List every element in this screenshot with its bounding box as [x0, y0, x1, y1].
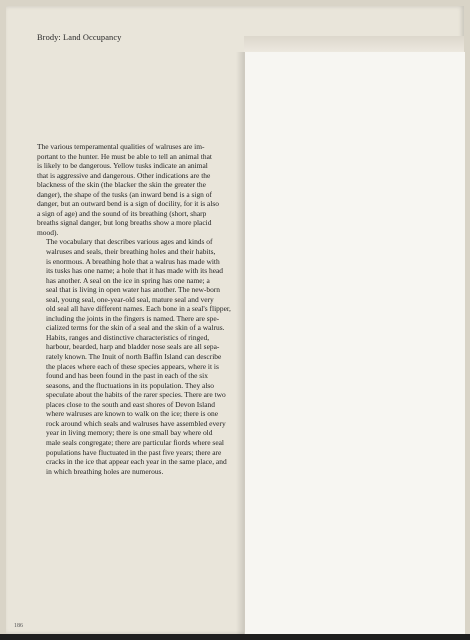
text-line: is enormous. A breathing hole that a walrus has made with: [46, 256, 220, 266]
text-line: Habits, ranges and distinctive characteristics of ringed,: [46, 332, 210, 342]
text-line: in which breathing holes are numerous.: [46, 466, 164, 476]
text-line: breaths signal danger, but long breaths show a more placid: [37, 218, 212, 228]
running-head: Brody: Land Occupancy: [37, 33, 122, 42]
text-line: seasons, and the fluctuations in its population. They also: [46, 380, 215, 390]
text-line: blackness of the skin (the blacker the skin the greater the: [37, 180, 206, 190]
text-line: including the joints in the fingers is named. There are spe-: [46, 313, 220, 323]
text-line: cracks in the ice that appear each year in the same place, and: [46, 457, 227, 467]
blank-facing-page: [244, 52, 465, 634]
text-line: rately known. The Inuit of north Baffin Island can describe: [46, 352, 222, 362]
text-line: where walruses are known to walk on the ice; there is one: [46, 409, 219, 419]
text-line: is likely to be dangerous. Yellow tusks indicate an animal: [37, 161, 208, 171]
text-line: year in living memory; there is one small bay where old: [46, 428, 213, 438]
text-line: walruses and seals, their breathing holes and their habits,: [46, 247, 216, 257]
text-line: places close to the south and east shores of Devon Island: [46, 399, 215, 409]
text-line: has another. A seal on the ice in spring has one name; a: [46, 275, 210, 285]
text-line: old seal all have different names. Each bone in a seal's flipper,: [46, 304, 231, 314]
text-line: a sign of age) and the sound of its breathing (short, sharp: [37, 208, 207, 218]
text-line: portant to the hunter. He must be able to tell an animal that: [37, 151, 212, 161]
text-line: that is aggressive and dangerous. Other indications are the: [37, 170, 211, 180]
paragraph: [37, 142, 237, 237]
text-line: harbour, bearded, harp and bladder nose seals are all sepa-: [46, 342, 220, 352]
text-line: found and has been found in the past in each of the six: [46, 371, 208, 381]
text-line: danger, but an outward bend is a sign of docility, for it is also: [37, 199, 220, 209]
text-line: cialized terms for the skin of a seal and the skin of a walrus.: [46, 323, 225, 333]
body-text: [37, 142, 237, 476]
page-number: 186: [14, 623, 23, 629]
text-line: The vocabulary that describes various ages and kinds of: [46, 237, 213, 247]
text-line: its tusks has one name; a hole that it has made with its head: [46, 266, 224, 276]
page-top-edge: [244, 36, 464, 52]
text-line: The various temperamental qualities of walruses are im-: [37, 142, 205, 151]
text-line: speculate about the habits of the rarer species. There are two: [46, 390, 226, 400]
text-line: populations have fluctuated in the past five years; there are: [46, 447, 222, 457]
text-line: seal, young seal, one-year-old seal, mature seal and very: [46, 294, 214, 304]
paragraph: [37, 237, 237, 476]
text-line: seal that is living in open water has another. The new-born: [46, 285, 220, 295]
text-line: danger), the shape of the tusks (an inward bend is a sign of: [37, 189, 212, 199]
text-line: male seals congregate; there are particular fiords where seal: [46, 437, 224, 447]
scan-bottom-edge: [0, 634, 470, 640]
fold-shadow: [236, 52, 244, 634]
text-line: rock around which seals and walruses have assembled every: [46, 418, 226, 428]
text-line: the places where each of these species appears, where it is: [46, 361, 219, 371]
text-line: mood).: [37, 227, 59, 237]
